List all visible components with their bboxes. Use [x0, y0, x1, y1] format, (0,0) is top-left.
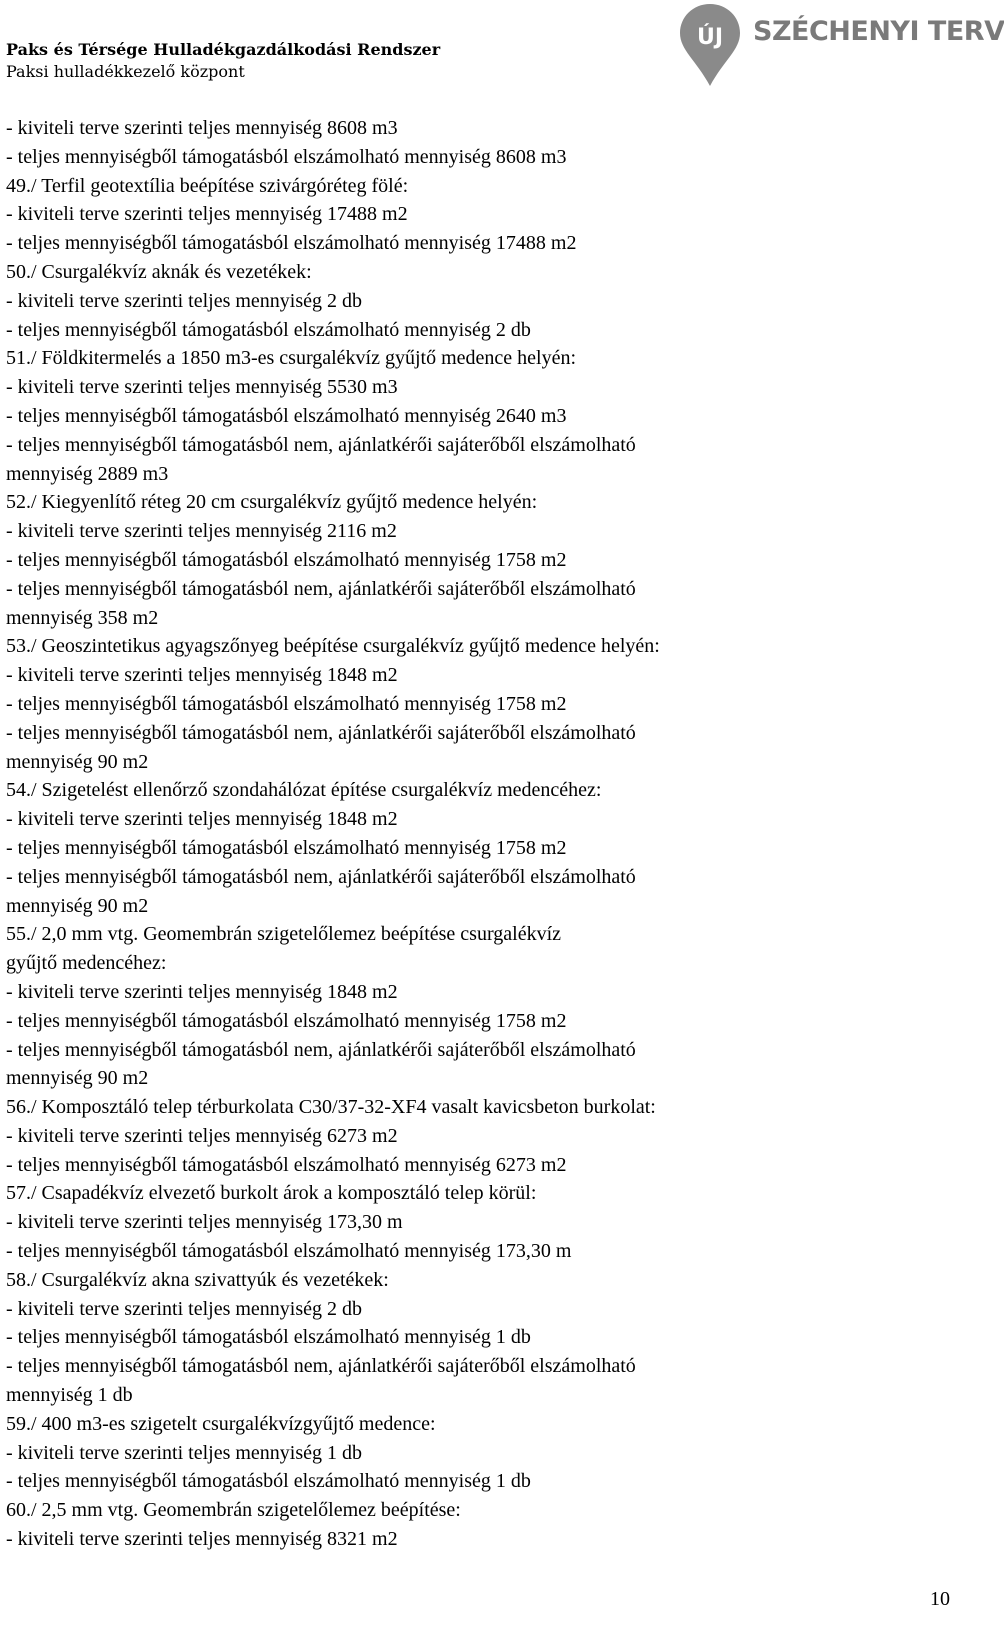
- document-line: - teljes mennyiségből támogatásból elszámolható mennyiség 173,30 m: [6, 1240, 572, 1263]
- document-line: 51./ Földkitermelés a 1850 m3-es csurgalékvíz gyűjtő medence helyén:: [6, 347, 577, 370]
- document-line: - kiviteli terve szerinti teljes mennyiség 173,30 m: [6, 1211, 403, 1234]
- document-line: - teljes mennyiségből támogatásból elszámolható mennyiség 1 db: [6, 1470, 531, 1493]
- document-line: - teljes mennyiségből támogatásból nem, ajánlatkérői sajáterőből elszámolható: [6, 721, 636, 744]
- document-line: - teljes mennyiségből támogatásból elszámolható mennyiség 6273 m2: [6, 1153, 567, 1176]
- document-line: 58./ Csurgalékvíz akna szivattyúk és vezetékek:: [6, 1268, 389, 1291]
- document-line: - kiviteli terve szerinti teljes mennyiség 1848 m2: [6, 808, 398, 831]
- logo-text: SZÉCHENYI TERV: [753, 16, 1004, 47]
- document-line: - kiviteli terve szerinti teljes mennyiség 5530 m3: [6, 376, 398, 399]
- document-line: - teljes mennyiségből támogatásból nem, ajánlatkérői sajáterőből elszámolható: [6, 577, 636, 600]
- document-line: 52./ Kiegyenlítő réteg 20 cm csurgalékvíz gyűjtő medence helyén:: [6, 491, 538, 514]
- document-line: mennyiség 358 m2: [6, 606, 159, 629]
- document-line: mennyiség 1 db: [6, 1384, 133, 1407]
- document-line: - teljes mennyiségből támogatásból nem, ajánlatkérői sajáterőből elszámolható: [6, 1038, 636, 1061]
- logo-mark-text: ÚJ: [696, 25, 724, 50]
- map-pin-icon: [678, 2, 742, 88]
- document-line: - teljes mennyiségből támogatásból elszámolható mennyiség 17488 m2: [6, 232, 577, 255]
- document-line: - kiviteli terve szerinti teljes mennyiség 17488 m2: [6, 203, 408, 226]
- document-line: - kiviteli terve szerinti teljes mennyiség 8321 m2: [6, 1528, 398, 1551]
- document-line: mennyiség 90 m2: [6, 750, 149, 773]
- document-line: - teljes mennyiségből támogatásból nem, ajánlatkérői sajáterőből elszámolható: [6, 865, 636, 888]
- document-line: 54./ Szigetelést ellenőrző szondahálózat építése csurgalékvíz medencéhez:: [6, 779, 602, 802]
- document-line: - kiviteli terve szerinti teljes mennyiség 2 db: [6, 1297, 363, 1320]
- document-line: 50./ Csurgalékvíz aknák és vezetékek:: [6, 260, 312, 283]
- document-line: 53./ Geoszintetikus agyagszőnyeg beépítése csurgalékvíz gyűjtő medence helyén:: [6, 635, 660, 658]
- document-line: - teljes mennyiségből támogatásból elszámolható mennyiség 1758 m2: [6, 836, 567, 859]
- document-line: - kiviteli terve szerinti teljes mennyiség 2 db: [6, 289, 363, 312]
- document-line: - teljes mennyiségből támogatásból nem, ajánlatkérői sajáterőből elszámolható: [6, 433, 636, 456]
- document-line: - kiviteli terve szerinti teljes mennyiség 8608 m3: [6, 117, 398, 139]
- document-line: - teljes mennyiségből támogatásból elszámolható mennyiség 1758 m2: [6, 1009, 567, 1032]
- document-header-subtitle: Paksi hulladékkezelő központ: [6, 62, 245, 81]
- document-line: mennyiség 90 m2: [6, 1067, 149, 1090]
- document-line: 56./ Komposztáló telep térburkolata C30/37-32-XF4 vasalt kavicsbeton burkolat:: [6, 1096, 656, 1119]
- document-line: - teljes mennyiségből támogatásból nem, ajánlatkérői sajáterőből elszámolható: [6, 1355, 636, 1378]
- document-line: 57./ Csapadékvíz elvezető burkolt árok a komposztáló telep körül:: [6, 1182, 537, 1205]
- document-line: - teljes mennyiségből támogatásból elszámolható mennyiség 1758 m2: [6, 548, 567, 571]
- document-line: 55./ 2,0 mm vtg. Geomembrán szigetelőlemez beépítése csurgalékvíz: [6, 923, 562, 946]
- szechenyi-terv-logo: [678, 2, 1004, 88]
- document-line: mennyiség 2889 m3: [6, 462, 169, 485]
- document-line: 49./ Terfil geotextília beépítése szivárgóréteg fölé:: [6, 174, 409, 197]
- document-line: - kiviteli terve szerinti teljes mennyiség 2116 m2: [6, 520, 397, 543]
- document-line: - kiviteli terve szerinti teljes mennyiség 6273 m2: [6, 1124, 398, 1147]
- document-header-title: Paks és Térsége Hulladékgazdálkodási Rendszer: [6, 40, 441, 59]
- document-line: - kiviteli terve szerinti teljes mennyiség 1848 m2: [6, 664, 398, 687]
- document-line: 59./ 400 m3-es szigetelt csurgalékvízgyűjtő medence:: [6, 1412, 436, 1435]
- document-line: gyűjtő medencéhez:: [6, 952, 167, 975]
- document-body: [6, 114, 946, 1554]
- document-line: - teljes mennyiségből támogatásból elszámolható mennyiség 1758 m2: [6, 692, 567, 715]
- document-line: mennyiség 90 m2: [6, 894, 149, 917]
- document-line: - teljes mennyiségből támogatásból elszámolható mennyiség 1 db: [6, 1326, 531, 1349]
- page-number: 10: [930, 1588, 950, 1610]
- document-line: 60./ 2,5 mm vtg. Geomembrán szigetelőlemez beépítése:: [6, 1499, 461, 1522]
- document-line: - kiviteli terve szerinti teljes mennyiség 1 db: [6, 1441, 363, 1464]
- document-line: - teljes mennyiségből támogatásból elszámolható mennyiség 2640 m3: [6, 404, 567, 427]
- document-line: - teljes mennyiségből támogatásból elszámolható mennyiség 8608 m3: [6, 145, 567, 168]
- document-line: - kiviteli terve szerinti teljes mennyiség 1848 m2: [6, 980, 398, 1003]
- document-line: - teljes mennyiségből támogatásból elszámolható mennyiség 2 db: [6, 318, 531, 341]
